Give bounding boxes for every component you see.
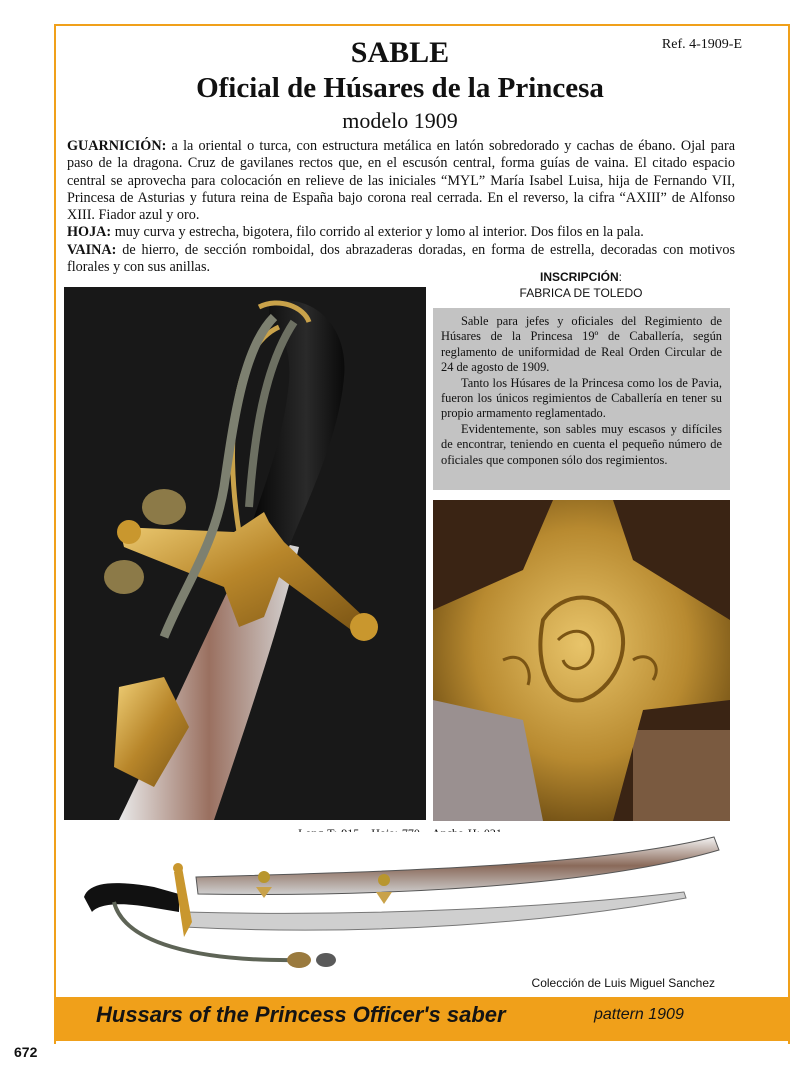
notes-box xyxy=(433,308,730,490)
note-paragraph: Evidentemente, son sables muy escasos y difíciles de encontrar, teniendo en cuenta el pequeño número de oficiales que componen sólo dos regimientos. xyxy=(441,421,722,467)
hilt-photo xyxy=(64,287,426,820)
english-pattern: pattern 1909 xyxy=(594,1006,684,1023)
description-text xyxy=(67,138,735,276)
reference-number: Ref. 4-1909-E xyxy=(661,37,742,52)
vaina-text: de hierro, de sección romboidal, dos abrazaderas doradas, en forma de estrella, decoradas con motivos florales y con sus anillas. xyxy=(67,241,735,276)
page-title: SABLE xyxy=(350,36,450,69)
inscription-text: FABRICA DE TOLEDO xyxy=(519,286,643,300)
english-title: Hussars of the Princess Officer's saber xyxy=(96,1002,506,1027)
vaina-label: VAINA: xyxy=(67,241,117,258)
hoja-label: HOJA: xyxy=(67,224,112,241)
note-paragraph: Tanto los Húsares de la Princesa como los de Pavia, fueron los únicos regimientos de Caballería en tener su propio armamento reglamentado. xyxy=(441,375,722,421)
inscription-label: INSCRIPCIÓN xyxy=(539,270,619,284)
escutcheon-photo xyxy=(433,500,730,821)
collection-credit: Colección de Luis Miguel Sanchez xyxy=(531,976,715,990)
full-saber-photo xyxy=(74,832,734,982)
english-title-banner xyxy=(54,997,790,1041)
page-subtitle: Oficial de Húsares de la Princesa xyxy=(196,72,604,104)
model-year: modelo 1909 xyxy=(342,108,458,133)
page-number: 672 xyxy=(14,1044,38,1060)
guarnicion-label: GUARNICIÓN: xyxy=(67,138,167,154)
guarnicion-text: a la oriental o turca, con estructura metálica en latón sobredorado y cachas de ébano. Ojal para paso de la dragona. Cruz de gavilanes rectos que, en el escusón central, forma guías de vaina. El citado espacio central se aprovecha para colocación en relieve de las iniciales “MYL” María Isabel Luisa, hija de Fernando VII, Princesa de Asturias y futura reina de España bajo corona real cerrada. En el reverso, la cifra “AXIII” de Alfonso XIII. Fiador azul y oro. xyxy=(67,138,735,224)
hoja-text: muy curva y estrecha, bigotera, filo corrido al exterior y lomo al interior. Dos filos en la pala. xyxy=(111,224,644,241)
inscription: INSCRIPCIÓN: FABRICA DE TOLEDO xyxy=(436,269,726,301)
note-paragraph: Sable para jefes y oficiales del Regimiento de Húsares de la Princesa 19º de Caballería, según reglamento de uniformidad de Real Orden Circular de 24 de agosto de 1909. xyxy=(441,314,722,375)
